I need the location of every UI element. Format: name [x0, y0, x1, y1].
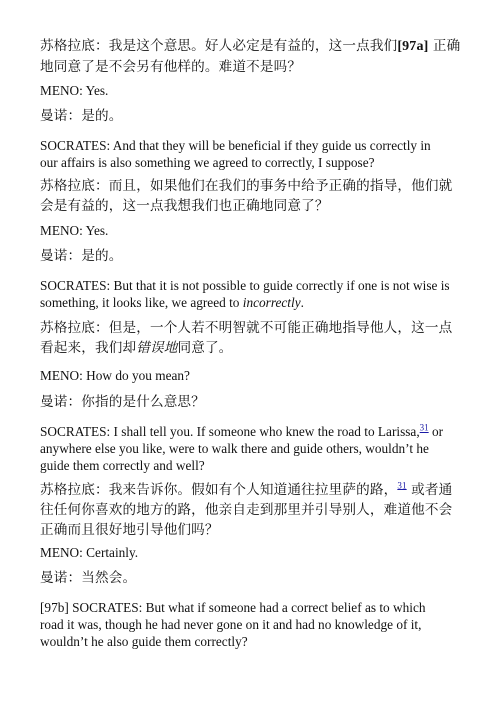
english-paragraph: [97b] SOCRATES: But what if someone had a correct belief as to which road it was, though he had never gone on it and had no knowledge of it, wouldn’t he also guide them correctly?	[40, 600, 426, 649]
paragraph-text: 或者通往任何你喜欢的地方的路，他亲自走到那里并引导别人，难道他不会正确而且很好地引导他们吗？	[40, 482, 453, 538]
chinese-paragraph: 曼诺：当然会。	[40, 570, 137, 586]
paragraph-text: 苏格拉底：但是，一个人若不明智就不可能正确地指导他人，这一点看起来，我们却	[40, 320, 453, 356]
paragraph-text: 同意了。	[177, 340, 233, 356]
emphasis-text: incorrectly	[242, 295, 301, 310]
english-paragraph	[40, 423, 460, 474]
paragraph-text: SOCRATES: I shall tell you. If someone who knew the road to Larissa,	[40, 424, 420, 439]
english-paragraph: MENO: Yes.	[40, 223, 109, 238]
chinese-paragraph	[40, 36, 466, 77]
paragraph-text: 苏格拉底：我来告诉你。假如有个人知道通往拉里萨的路，	[40, 482, 398, 498]
emphasis-text: 错误地	[136, 340, 178, 356]
section-marker: [97a]	[397, 39, 429, 54]
chinese-paragraph	[40, 318, 460, 358]
english-paragraph: MENO: How do you mean?	[40, 368, 190, 383]
chinese-paragraph	[40, 480, 466, 540]
chinese-paragraph: 曼诺：你指的是什么意思？	[40, 394, 205, 410]
paragraph-text: 苏格拉底：我是这个意思。好人必定是有益的，这一点我们	[40, 38, 398, 54]
english-paragraph: MENO: Yes.	[40, 83, 109, 98]
paragraph-text: or anywhere else you like, were to walk there and guide others, wouldn’t he guide them correctly and well?	[40, 424, 444, 473]
footnote-link[interactable]: 31	[419, 422, 429, 433]
chinese-paragraph: 曼诺：是的。	[40, 108, 123, 124]
english-paragraph	[40, 277, 450, 311]
paragraph-text: .	[300, 295, 304, 310]
footnote-link[interactable]: 31	[397, 480, 407, 491]
chinese-paragraph: 苏格拉底：而且，如果他们在我们的事务中给予正确的指导，他们就会是有益的，这一点我想我们也正确地同意了？	[40, 178, 453, 214]
paragraph-text: SOCRATES: But that it is not possible to guide correctly if one is not wise is something, it looks like, we agreed to	[40, 278, 450, 310]
paragraph-text: 正确地同意了是不会另有他样的。难道不是吗？	[40, 38, 461, 75]
chinese-paragraph: 曼诺：是的。	[40, 248, 123, 264]
english-paragraph: MENO: Certainly.	[40, 545, 139, 560]
english-paragraph: SOCRATES: And that they will be beneficial if they guide us correctly in our affairs is also something we agreed to correctly, I suppose?	[40, 138, 431, 170]
